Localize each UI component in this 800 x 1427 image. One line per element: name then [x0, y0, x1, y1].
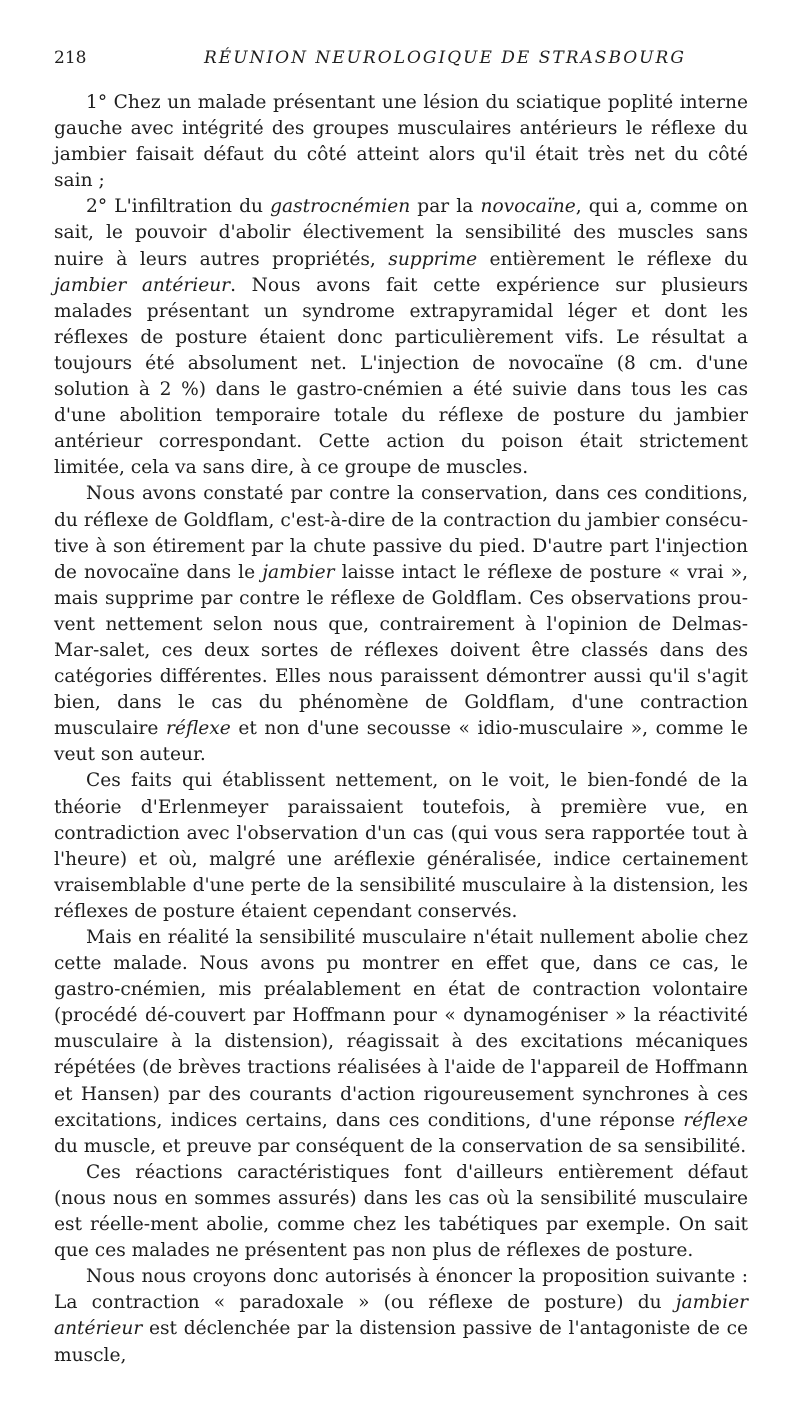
emphasis: réflexe: [166, 718, 231, 740]
paragraph-1: 1° Chez un malade présentant une lésion du sciatique poplité interne gauche avec intégrité des groupes musculaires antérieurs le réflexe du jambier faisait défaut du côté atteint alors qu'il était très net du côté sain ;: [54, 92, 748, 192]
body-text: [54, 90, 748, 1369]
page-header: [54, 48, 746, 74]
emphasis: supprime: [388, 248, 478, 270]
running-title: RÉUNION NEUROLOGIQUE DE STRASBOURG: [204, 48, 686, 68]
page-number: 218: [54, 48, 87, 68]
emphasis: jambier antérieur: [54, 1292, 748, 1340]
emphasis: novocaïne: [480, 196, 576, 218]
emphasis: jambier: [262, 561, 335, 583]
paragraph-2: 2° L'infiltration du gastrocnémien par la novocaïne, qui a, comme on sait, le pouvoir d'abolir électivement la sensibilité des muscles sans nuire à leurs autres propriétés, supprime entièrement le réflexe du jambier antérieur. Nous avons fait cette expérience sur plusieurs malades présentant un syndrome extrapyramidal léger et dont les réflexes de posture étaient donc particulièrement vifs. Le résultat a toujours été absolument net. L'injection de novocaïne (8 cm. d'une solution à 2 %) dans le gastro-cnémien a été suivie dans tous les cas d'une abolition temporaire totale du réflexe de posture du jambier antérieur correspondant. Cette action du poison était strictement limitée, cela va sans dire, à ce groupe de muscles.: [54, 196, 749, 479]
paragraph-5: Mais en réalité la sensibilité musculaire n'était nullement abolie chez cette malade. Nous avons pu montrer en effet que, dans ce cas, le gastro-cnémien, mis préalablement en état de contraction volontaire (procédé dé-couvert par Hoffmann pour « dynamogéniser » la réactivité musculaire à la distension), réagissait à des excitations mécaniques répétées (de brèves tractions réalisées à l'aide de l'appareil de Hoffmann et Hansen) par des courants d'action rigoureusement synchrones à ces excitations, indices certains, dans ces conditions, d'une réponse réflexe du muscle, et preuve par conséquent de la conservation de sa sensibilité.: [54, 927, 748, 1157]
paragraph-3: Nous avons constaté par contre la conservation, dans ces conditions, du réflexe de Goldflam, c'est-à-dire de la contraction du jambier consécu-tive à son étirement par la chute passive du pied. D'autre part l'injection de novocaïne dans le jambier laisse intact le réflexe de posture « vrai », mais supprime par contre le réflexe de Goldflam. Ces observations prou-vent nettement selon nous que, contrairement à l'opinion de Delmas-Mar-salet, ces deux sortes de réflexes doivent être classés dans des catégories différentes. Elles nous paraissent démontrer aussi qu'il s'agit bien, dans le cas du phénomène de Goldflam, d'une contraction musculaire réflexe et non d'une secousse « idio-musculaire », comme le veut son auteur.: [54, 483, 748, 766]
emphasis: gastrocnémien: [270, 196, 411, 218]
paragraph-6: Ces réactions caractéristiques font d'ailleurs entièrement défaut (nous nous en sommes assurés) dans les cas où la sensibilité musculaire est réelle-ment abolie, comme chez les tabétiques par exemple. On sait que ces malades ne présentent pas non plus de réflexes de posture.: [54, 1161, 748, 1262]
paragraph-7: Nous nous croyons donc autorisés à énoncer la proposition suivante : La contraction « paradoxale » (ou réflexe de posture) du jambier antérieur est déclenchée par la distension passive de l'antagoniste de ce muscle,: [54, 1266, 748, 1366]
emphasis: réflexe: [683, 1109, 748, 1131]
paragraph-4: Ces faits qui établissent nettement, on le voit, le bien-fondé de la théorie d'Erlenmeyer paraissaient toutefois, à première vue, en contradiction avec l'observation d'un cas (qui vous sera rapportée tout à l'heure) et où, malgré une aréflexie généralisée, indice certainement vraisemblable d'une perte de la sensibilité musculaire à la distension, les réflexes de posture étaient cependant conservés.: [54, 770, 748, 922]
emphasis: jambier antérieur: [54, 274, 231, 296]
